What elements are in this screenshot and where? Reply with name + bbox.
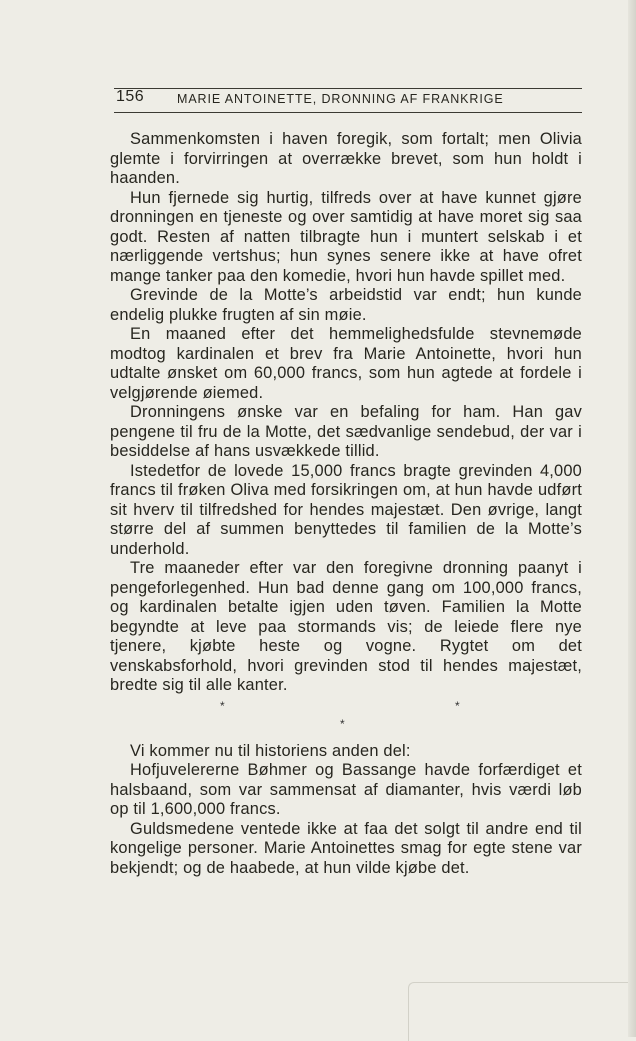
page-header	[114, 88, 582, 113]
paragraph: En maaned efter det hemmelighedsfulde stevnemøde modtog kardinalen et brev fra Marie Antoinette, hvori hun udtalte ønsket om 60,000 francs, som hun agtede at fordele i velgjørende øiemed.	[110, 325, 582, 402]
paragraph: Hofjuvelererne Bøhmer og Bassange havde forfærdiget et halsbaand, som var sammensat af diamanter, hvis værdi løb op til 1,600,000 francs.	[110, 761, 582, 818]
page-edge-shadow	[628, 0, 636, 1037]
paragraph: Guldsmedene ventede ikke at faa det solgt til andre end til kongelige personer. Marie Antoinettes smag for egte stene var bekjendt; og de haabede, at hun vilde kjøbe det.	[110, 819, 582, 877]
page-number: 156	[116, 88, 145, 105]
section-separator	[110, 696, 582, 740]
paragraph: Hun fjernede sig hurtig, tilfreds over at have kunnet gjøre dronningen en tjeneste og over samtidig at have moret sig saa godt. Resten af natten tilbragte hun i muntert selskab i et nærliggende vertshus; hun synes senere ikke at have ofret mange tanker paa den komedie, hvori hun havde spillet med.	[110, 188, 582, 285]
paragraph: Dronningens ønske var en befaling for ham. Han gav pengene til fru de la Motte, det sædvanlige sendebud, der var i besiddelse af hans usvækkede tillid.	[110, 403, 582, 460]
paragraph: Vi kommer nu til historiens anden del:	[130, 741, 411, 760]
separator-star: *	[340, 716, 345, 731]
paragraph: Grevinde de la Motte’s arbeidstid var endt; hun kunde endelig plukke frugten af sin møie.	[110, 286, 582, 324]
separator-star: *	[455, 698, 460, 713]
page-body	[110, 130, 582, 878]
separator-star: *	[220, 698, 225, 713]
page-corner-mark	[408, 982, 636, 1041]
paragraph: Tre maaneder efter var den foregivne dronning paanyt i pengeforlegenhed. Hun bad denne gang om 100,000 francs, og kardinalen betalte igjen uden tøven. Familien la Motte begyndte at leve paa stormands vis; de leiede flere nye tjenere, kjøbte heste og vogne. Rygtet om det venskabsforhold, hvori grevinden stod til hendes majestæt, bredte sig til alle kanter.	[110, 559, 582, 694]
running-head: MARIE ANTOINETTE, DRONNING AF FRANKRIGE	[177, 92, 504, 106]
paragraph: Sammenkomsten i haven foregik, som fortalt; men Olivia glemte i forvirringen at overrække brevet, som hun holdt i haanden.	[110, 130, 582, 187]
paragraph: Istedetfor de lovede 15,000 francs bragte grevinden 4,000 francs til frøken Oliva med forsikringen om, at hun havde udført sit hverv til tilfredshed for hendes majestæt. Den øvrige, langt større del af summen benyttedes til familien de la Motte’s underhold.	[110, 461, 582, 558]
